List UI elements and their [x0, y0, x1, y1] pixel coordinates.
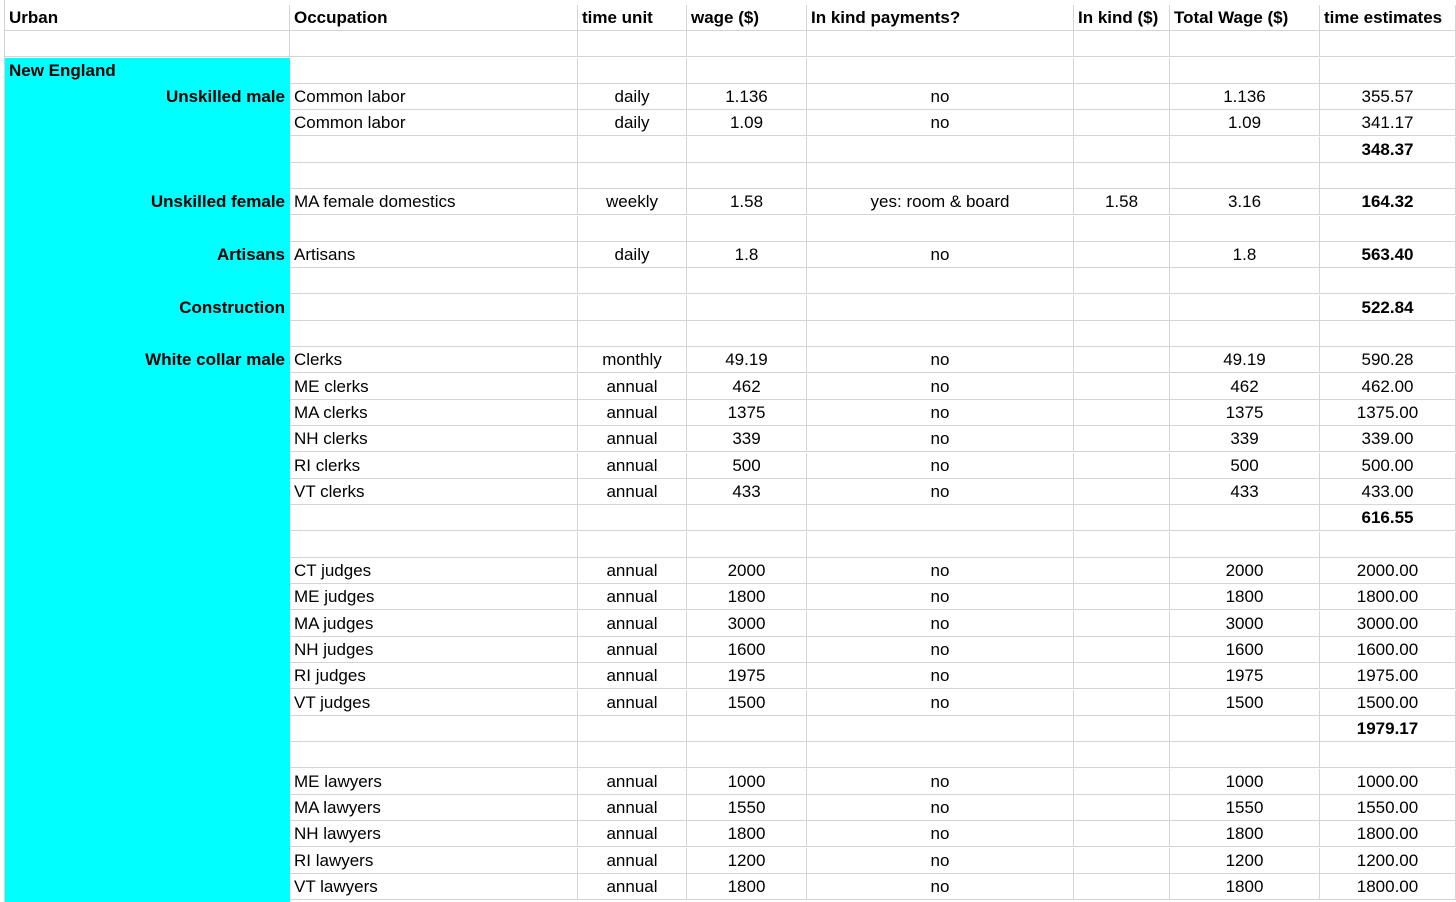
cell-c[interactable]: annual — [578, 426, 687, 452]
cell-h[interactable]: 1200.00 — [1320, 848, 1456, 874]
empty-cell[interactable] — [1170, 31, 1320, 57]
cell-e[interactable]: no — [807, 558, 1074, 584]
cell-f[interactable] — [1074, 110, 1170, 136]
cell-d[interactable] — [687, 742, 807, 768]
cell-f[interactable] — [1074, 426, 1170, 452]
cell-f[interactable] — [1074, 268, 1170, 294]
empty-cell[interactable] — [290, 31, 578, 57]
cell-h[interactable]: 500.00 — [1320, 453, 1456, 479]
cell-h[interactable]: 1975.00 — [1320, 663, 1456, 689]
cell-e[interactable]: no — [807, 479, 1074, 505]
cell-b[interactable]: ME lawyers — [290, 769, 578, 795]
cell-d[interactable] — [687, 137, 807, 163]
cell-b[interactable] — [290, 58, 578, 84]
cell-h[interactable]: 1800.00 — [1320, 821, 1456, 847]
cell-e[interactable]: no — [807, 637, 1074, 663]
cell-d[interactable]: 1800 — [687, 584, 807, 610]
cell-b[interactable]: RI clerks — [290, 453, 578, 479]
cell-b[interactable] — [290, 742, 578, 768]
cell-h[interactable]: 616.55 — [1320, 505, 1456, 531]
cell-h[interactable]: 355.57 — [1320, 84, 1456, 110]
cell-h[interactable] — [1320, 216, 1456, 242]
cell-g[interactable]: 1500 — [1170, 690, 1320, 716]
cell-a[interactable] — [5, 874, 290, 900]
cell-a[interactable] — [5, 690, 290, 716]
column-header-h[interactable]: time estimates — [1320, 5, 1456, 31]
cell-a[interactable] — [5, 110, 290, 136]
cell-f[interactable] — [1074, 690, 1170, 716]
cell-e[interactable]: no — [807, 769, 1074, 795]
cell-f[interactable] — [1074, 163, 1170, 189]
cell-d[interactable]: 1975 — [687, 663, 807, 689]
empty-cell[interactable] — [687, 31, 807, 57]
cell-g[interactable]: 1800 — [1170, 821, 1320, 847]
cell-b[interactable]: RI judges — [290, 663, 578, 689]
cell-b[interactable]: VT clerks — [290, 479, 578, 505]
cell-b[interactable] — [290, 268, 578, 294]
cell-e[interactable]: no — [807, 347, 1074, 373]
cell-g[interactable] — [1170, 532, 1320, 558]
cell-g[interactable] — [1170, 163, 1320, 189]
cell-e[interactable]: no — [807, 690, 1074, 716]
cell-h[interactable]: 3000.00 — [1320, 611, 1456, 637]
cell-d[interactable]: 1550 — [687, 795, 807, 821]
cell-h[interactable]: 1500.00 — [1320, 690, 1456, 716]
cell-f[interactable] — [1074, 769, 1170, 795]
cell-h[interactable]: 462.00 — [1320, 374, 1456, 400]
cell-f[interactable] — [1074, 505, 1170, 531]
cell-e[interactable] — [807, 505, 1074, 531]
cell-f[interactable] — [1074, 584, 1170, 610]
cell-h[interactable]: 522.84 — [1320, 295, 1456, 321]
cell-c[interactable]: annual — [578, 769, 687, 795]
cell-a[interactable]: Artisans — [216, 244, 285, 264]
cell-a[interactable] — [5, 163, 290, 189]
cell-f[interactable] — [1074, 558, 1170, 584]
cell-a[interactable] — [5, 137, 290, 163]
cell-g[interactable] — [1170, 505, 1320, 531]
cell-h[interactable]: 348.37 — [1320, 137, 1456, 163]
cell-e[interactable]: no — [807, 874, 1074, 900]
cell-c[interactable]: annual — [578, 795, 687, 821]
cell-e[interactable] — [807, 216, 1074, 242]
cell-f[interactable] — [1074, 374, 1170, 400]
cell-c[interactable]: annual — [578, 453, 687, 479]
cell-f[interactable] — [1074, 84, 1170, 110]
cell-b[interactable] — [290, 216, 578, 242]
cell-h[interactable]: 341.17 — [1320, 110, 1456, 136]
cell-e[interactable]: no — [807, 663, 1074, 689]
cell-a[interactable] — [5, 426, 290, 452]
cell-f[interactable] — [1074, 716, 1170, 742]
cell-e[interactable] — [807, 295, 1074, 321]
column-header-b[interactable]: Occupation — [290, 5, 578, 31]
cell-f[interactable] — [1074, 347, 1170, 373]
cell-e[interactable]: no — [807, 426, 1074, 452]
cell-e[interactable]: no — [807, 110, 1074, 136]
cell-e[interactable]: no — [807, 848, 1074, 874]
cell-b[interactable]: NH lawyers — [290, 821, 578, 847]
cell-g[interactable]: 1.8 — [1170, 242, 1320, 268]
cell-c[interactable] — [578, 216, 687, 242]
cell-h[interactable]: 164.32 — [1320, 189, 1456, 215]
cell-b[interactable] — [290, 295, 578, 321]
cell-a[interactable] — [5, 479, 290, 505]
cell-g[interactable] — [1170, 321, 1320, 347]
cell-f[interactable] — [1074, 400, 1170, 426]
cell-c[interactable]: monthly — [578, 347, 687, 373]
cell-b[interactable]: CT judges — [290, 558, 578, 584]
cell-d[interactable]: 1.8 — [687, 242, 807, 268]
cell-d[interactable]: 433 — [687, 479, 807, 505]
cell-c[interactable]: daily — [578, 84, 687, 110]
cell-b[interactable] — [290, 505, 578, 531]
cell-c[interactable]: annual — [578, 374, 687, 400]
cell-f[interactable] — [1074, 532, 1170, 558]
cell-f[interactable] — [1074, 242, 1170, 268]
cell-a[interactable] — [5, 637, 290, 663]
cell-f[interactable] — [1074, 453, 1170, 479]
cell-f[interactable] — [1074, 479, 1170, 505]
column-header-e[interactable]: In kind payments? — [807, 5, 1074, 31]
cell-g[interactable]: 433 — [1170, 479, 1320, 505]
cell-d[interactable] — [687, 295, 807, 321]
cell-c[interactable] — [578, 58, 687, 84]
cell-h[interactable]: 563.40 — [1320, 242, 1456, 268]
cell-a[interactable] — [5, 795, 290, 821]
cell-h[interactable] — [1320, 58, 1456, 84]
cell-h[interactable] — [1320, 268, 1456, 294]
cell-e[interactable] — [807, 137, 1074, 163]
cell-h[interactable]: 339.00 — [1320, 426, 1456, 452]
cell-d[interactable] — [687, 163, 807, 189]
cell-a[interactable] — [5, 584, 290, 610]
cell-c[interactable]: annual — [578, 874, 687, 900]
cell-d[interactable]: 1200 — [687, 848, 807, 874]
cell-g[interactable] — [1170, 742, 1320, 768]
cell-c[interactable]: annual — [578, 637, 687, 663]
cell-d[interactable] — [687, 58, 807, 84]
cell-f[interactable] — [1074, 663, 1170, 689]
cell-c[interactable] — [578, 295, 687, 321]
cell-b[interactable]: Common labor — [290, 110, 578, 136]
cell-b[interactable]: RI lawyers — [290, 848, 578, 874]
cell-d[interactable]: 339 — [687, 426, 807, 452]
cell-d[interactable]: 1.136 — [687, 84, 807, 110]
cell-a[interactable] — [5, 453, 290, 479]
cell-g[interactable] — [1170, 137, 1320, 163]
column-header-f[interactable]: In kind ($) — [1074, 5, 1170, 31]
cell-b[interactable] — [290, 137, 578, 163]
cell-d[interactable]: 1375 — [687, 400, 807, 426]
cell-a[interactable] — [5, 268, 290, 294]
cell-e[interactable]: no — [807, 611, 1074, 637]
cell-c[interactable]: annual — [578, 690, 687, 716]
cell-c[interactable] — [578, 268, 687, 294]
cell-b[interactable] — [290, 532, 578, 558]
cell-b[interactable]: VT lawyers — [290, 874, 578, 900]
column-header-c[interactable]: time unit — [578, 5, 687, 31]
cell-c[interactable] — [578, 137, 687, 163]
cell-g[interactable]: 3000 — [1170, 611, 1320, 637]
cell-a[interactable]: Construction — [179, 297, 285, 317]
cell-h[interactable] — [1320, 163, 1456, 189]
cell-c[interactable]: annual — [578, 584, 687, 610]
cell-a[interactable] — [5, 663, 290, 689]
empty-cell[interactable] — [5, 31, 290, 57]
cell-f[interactable] — [1074, 295, 1170, 321]
empty-cell[interactable] — [807, 31, 1074, 57]
cell-g[interactable]: 462 — [1170, 374, 1320, 400]
cell-f[interactable] — [1074, 611, 1170, 637]
cell-b[interactable]: MA lawyers — [290, 795, 578, 821]
cell-e[interactable]: no — [807, 84, 1074, 110]
cell-c[interactable]: daily — [578, 110, 687, 136]
cell-b[interactable]: Common labor — [290, 84, 578, 110]
cell-b[interactable]: NH clerks — [290, 426, 578, 452]
cell-g[interactable]: 1.136 — [1170, 84, 1320, 110]
cell-g[interactable]: 1.09 — [1170, 110, 1320, 136]
cell-a[interactable] — [5, 611, 290, 637]
cell-d[interactable] — [687, 716, 807, 742]
cell-d[interactable]: 2000 — [687, 558, 807, 584]
cell-b[interactable]: VT judges — [290, 690, 578, 716]
cell-a[interactable]: New England — [9, 60, 116, 80]
cell-a[interactable]: Unskilled male — [165, 86, 285, 106]
cell-c[interactable]: annual — [578, 821, 687, 847]
cell-f[interactable] — [1074, 216, 1170, 242]
cell-d[interactable]: 1800 — [687, 821, 807, 847]
cell-g[interactable] — [1170, 58, 1320, 84]
cell-a[interactable] — [5, 374, 290, 400]
cell-c[interactable]: annual — [578, 663, 687, 689]
cell-a[interactable]: Unskilled female — [150, 192, 285, 212]
cell-g[interactable]: 500 — [1170, 453, 1320, 479]
cell-h[interactable]: 1600.00 — [1320, 637, 1456, 663]
cell-c[interactable] — [578, 321, 687, 347]
cell-f[interactable]: 1.58 — [1074, 189, 1170, 215]
cell-f[interactable] — [1074, 795, 1170, 821]
cell-g[interactable]: 1375 — [1170, 400, 1320, 426]
cell-f[interactable] — [1074, 848, 1170, 874]
column-header-g[interactable]: Total Wage ($) — [1170, 5, 1320, 31]
cell-c[interactable] — [578, 163, 687, 189]
cell-g[interactable]: 1550 — [1170, 795, 1320, 821]
cell-f[interactable] — [1074, 58, 1170, 84]
cell-d[interactable] — [687, 532, 807, 558]
cell-d[interactable]: 49.19 — [687, 347, 807, 373]
cell-f[interactable] — [1074, 742, 1170, 768]
cell-c[interactable]: annual — [578, 400, 687, 426]
cell-h[interactable]: 1375.00 — [1320, 400, 1456, 426]
cell-e[interactable]: yes: room & board — [807, 189, 1074, 215]
cell-g[interactable]: 1800 — [1170, 874, 1320, 900]
cell-b[interactable] — [290, 716, 578, 742]
empty-cell[interactable] — [1320, 31, 1456, 57]
cell-a[interactable] — [5, 532, 290, 558]
cell-e[interactable] — [807, 58, 1074, 84]
cell-b[interactable] — [290, 163, 578, 189]
cell-e[interactable]: no — [807, 795, 1074, 821]
empty-cell[interactable] — [578, 31, 687, 57]
cell-d[interactable]: 1.58 — [687, 189, 807, 215]
cell-c[interactable]: annual — [578, 611, 687, 637]
cell-d[interactable]: 1800 — [687, 874, 807, 900]
cell-e[interactable]: no — [807, 453, 1074, 479]
cell-b[interactable]: ME clerks — [290, 374, 578, 400]
cell-f[interactable] — [1074, 874, 1170, 900]
cell-g[interactable]: 1600 — [1170, 637, 1320, 663]
cell-h[interactable]: 1800.00 — [1320, 874, 1456, 900]
cell-b[interactable]: MA judges — [290, 611, 578, 637]
cell-f[interactable] — [1074, 137, 1170, 163]
cell-g[interactable]: 1200 — [1170, 848, 1320, 874]
cell-d[interactable] — [687, 505, 807, 531]
cell-c[interactable] — [578, 716, 687, 742]
cell-h[interactable]: 1000.00 — [1320, 769, 1456, 795]
cell-h[interactable]: 1800.00 — [1320, 584, 1456, 610]
cell-e[interactable] — [807, 716, 1074, 742]
cell-d[interactable] — [687, 216, 807, 242]
cell-c[interactable]: weekly — [578, 189, 687, 215]
cell-d[interactable]: 500 — [687, 453, 807, 479]
cell-e[interactable]: no — [807, 821, 1074, 847]
cell-f[interactable] — [1074, 637, 1170, 663]
cell-a[interactable] — [5, 558, 290, 584]
cell-h[interactable]: 433.00 — [1320, 479, 1456, 505]
cell-g[interactable]: 2000 — [1170, 558, 1320, 584]
cell-b[interactable]: NH judges — [290, 637, 578, 663]
cell-c[interactable] — [578, 742, 687, 768]
cell-g[interactable]: 1000 — [1170, 769, 1320, 795]
cell-g[interactable] — [1170, 295, 1320, 321]
cell-b[interactable]: Artisans — [290, 242, 578, 268]
cell-d[interactable]: 462 — [687, 374, 807, 400]
column-header-d[interactable]: wage ($) — [687, 5, 807, 31]
cell-a[interactable] — [5, 848, 290, 874]
cell-e[interactable] — [807, 321, 1074, 347]
cell-h[interactable] — [1320, 532, 1456, 558]
cell-a[interactable]: White collar male — [145, 350, 285, 370]
cell-d[interactable]: 1600 — [687, 637, 807, 663]
cell-g[interactable] — [1170, 216, 1320, 242]
cell-f[interactable] — [1074, 321, 1170, 347]
cell-h[interactable]: 1979.17 — [1320, 716, 1456, 742]
cell-g[interactable] — [1170, 716, 1320, 742]
cell-b[interactable]: MA clerks — [290, 400, 578, 426]
cell-b[interactable]: MA female domestics — [290, 189, 578, 215]
column-header-a[interactable]: Urban — [5, 5, 290, 31]
cell-b[interactable]: Clerks — [290, 347, 578, 373]
cell-h[interactable]: 590.28 — [1320, 347, 1456, 373]
cell-a[interactable] — [5, 400, 290, 426]
cell-e[interactable]: no — [807, 242, 1074, 268]
cell-c[interactable]: annual — [578, 558, 687, 584]
cell-a[interactable] — [5, 216, 290, 242]
cell-d[interactable] — [687, 321, 807, 347]
cell-g[interactable] — [1170, 268, 1320, 294]
cell-c[interactable]: annual — [578, 848, 687, 874]
cell-c[interactable]: annual — [578, 479, 687, 505]
cell-g[interactable]: 49.19 — [1170, 347, 1320, 373]
cell-g[interactable]: 3.16 — [1170, 189, 1320, 215]
cell-f[interactable] — [1074, 821, 1170, 847]
cell-e[interactable]: no — [807, 400, 1074, 426]
cell-d[interactable]: 1.09 — [687, 110, 807, 136]
cell-h[interactable]: 2000.00 — [1320, 558, 1456, 584]
cell-a[interactable] — [5, 321, 290, 347]
cell-e[interactable]: no — [807, 374, 1074, 400]
cell-h[interactable] — [1320, 742, 1456, 768]
cell-b[interactable] — [290, 321, 578, 347]
cell-c[interactable] — [578, 532, 687, 558]
cell-h[interactable]: 1550.00 — [1320, 795, 1456, 821]
cell-a[interactable] — [5, 821, 290, 847]
cell-d[interactable]: 1500 — [687, 690, 807, 716]
cell-g[interactable]: 1975 — [1170, 663, 1320, 689]
cell-e[interactable] — [807, 268, 1074, 294]
cell-a[interactable] — [5, 769, 290, 795]
cell-g[interactable]: 339 — [1170, 426, 1320, 452]
cell-d[interactable] — [687, 268, 807, 294]
cell-e[interactable]: no — [807, 584, 1074, 610]
cell-e[interactable] — [807, 742, 1074, 768]
cell-c[interactable] — [578, 505, 687, 531]
cell-a[interactable] — [5, 742, 290, 768]
cell-d[interactable]: 3000 — [687, 611, 807, 637]
cell-h[interactable] — [1320, 321, 1456, 347]
cell-g[interactable]: 1800 — [1170, 584, 1320, 610]
cell-a[interactable] — [5, 716, 290, 742]
cell-c[interactable]: daily — [578, 242, 687, 268]
cell-b[interactable]: ME judges — [290, 584, 578, 610]
cell-e[interactable] — [807, 163, 1074, 189]
cell-d[interactable]: 1000 — [687, 769, 807, 795]
cell-e[interactable] — [807, 532, 1074, 558]
cell-a[interactable] — [5, 505, 290, 531]
empty-cell[interactable] — [1074, 31, 1170, 57]
